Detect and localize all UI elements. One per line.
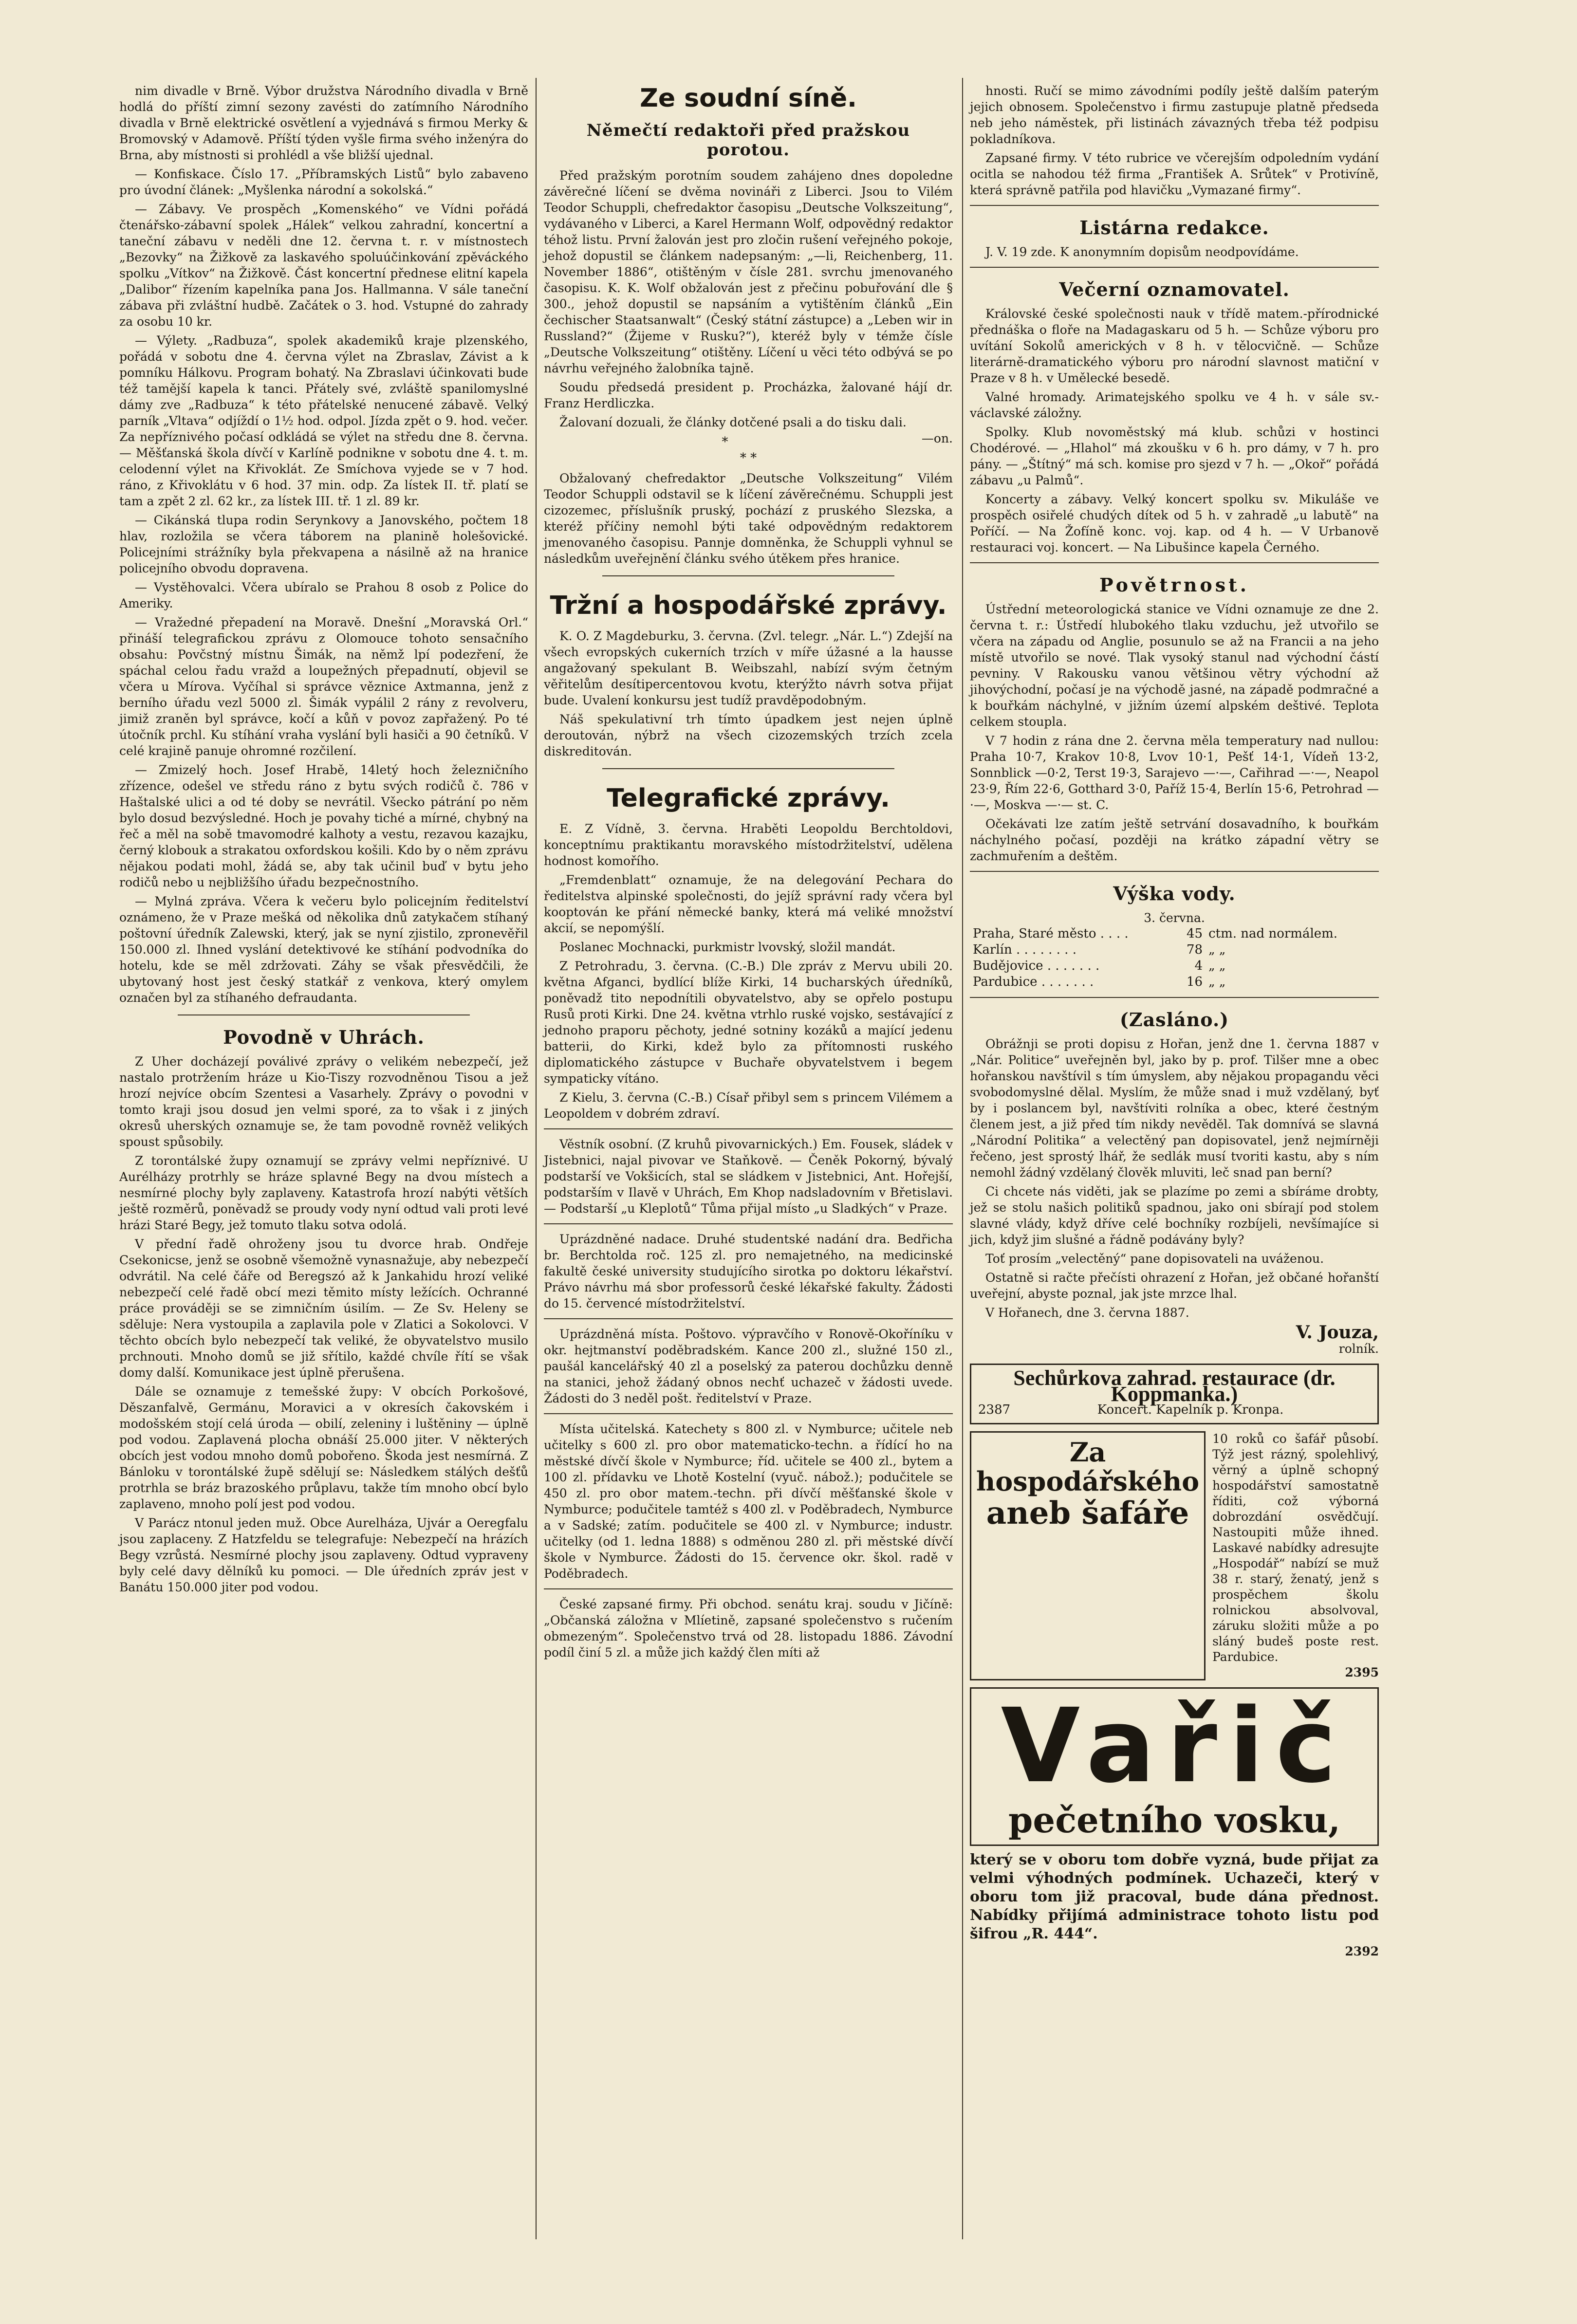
article-paragraph: Ci chcete nás viděti, jak se plazíme po zemi a sbíráme drobty, jež se stolu našich politiků spadnou, jako oni sbírají pod stolem slavné vlády, když dříve celé bochníky rozbíjeli, nevšímajíce si jich, když jim slušné a řádně podávány byly? [970, 1184, 1379, 1247]
article-paragraph: Uprázdněná místa. Poštovo. výpravčího v Ronově-Okoříníku v okr. hejtmanství poděbradském. Kance 200 zl., služné 150 zl., paušál kancelářský 40 zl a poselský za paterou dochůzku denně na stanici, jehož žádaný obnos nechť uchazeč v žádosti uvede. Žádosti do 3 neděl pošt. ředitelství v Praze. [544, 1327, 953, 1405]
article-paragraph: — Zábavy. Ve prospěch „Komenského“ ve Vídni pořádá čtenářsko-zábavní spolek „Hálek“ velkou zahradní, koncertní a taneční zábavu v neděli dne 12. června t. r. v místnostech „Bezovky“ na Žižkově za laskavého spoluúčinkování zpěváckého spolku „Vítkov“ na Žižkově. Část koncertní přednese elitní kapela „Dalibor“ řízením kapelníka pana Jos. Hallmanna. V sále taneční zábava při zvláštní hudbě. Začátek o 3. hod. Vstupné do zahrady za osobu 10 kr. [119, 202, 528, 329]
article-paragraph: Poslanec Mochnacki, purkmistr lvovský, složil mandát. [559, 940, 896, 954]
section-heading-soudni-sin: Ze soudní síně. [640, 84, 857, 113]
water-level-value: 4 [1194, 959, 1203, 973]
water-level-unit: ctm. nad normálem. [1208, 926, 1338, 941]
article-paragraph: K. O. Z Magdeburku, 3. června. (Zvl. telegr. „Nár. L.“) Zdejší na všech evropských cukerních trzích v míře úžasné a la hausse angažovaný spekulant B. Weibszahl, nabízí svým četným věřitelům desítipercentovou kvotu, kterýžto návrh sotva přijat bude. Uvalení konkursu jest tudíž pravděpodobným. [544, 629, 953, 707]
ad-number: 2387 [978, 1402, 1011, 1417]
article-paragraph: J. V. 19 zde. K anonymním dopisům neodpovídáme. [985, 245, 1299, 259]
section-heading-povodne: Povodně v Uhrách. [223, 1026, 425, 1048]
section-heading-listarna: Listárna redakce. [1079, 217, 1269, 239]
article-paragraph: nim divadle v Brně. Výbor družstva Národního divadla v Brně hodlá do příští zimní sezony zavésti do zatímního Národního divadla v Brně elektrické osvětlení a vyjednává s firmou Merky & Bromovský v Adamově. Příští týden vyšle firma svého inženýra do Brna, aby místnosti si prohlédl a vše bližší ujednal. [119, 84, 528, 162]
article-paragraph: — Výlety. „Radbuza“, spolek akademiků kraje plzenského, pořádá v sobotu dne 4. června výlet na Zbraslav, Závist a k pomníku Hálkovu. Program bohatý. Na Zbraslavi účinkovati bude též tamější kapela k tanci. Přátely své, zvláště spanilomyslné dámy zve „Radbuza“ k této přátelské nenucené zábavě. Velký parník „Vltava“ odjíždí o 1½ hod. odpol. Jízda zpět o 9. hod. večer. Za nepříznivého počasí odkládá se výlet na středu dne 8. června. — Měšťanská škola dívčí v Karlíně podnikne v sobotu dne 4. t. m. celodenní výlet na Křivoklát. Ze Smíchova vyjede se v 7 hod. ráno, z Křivoklátu v 6 hod. 37 min. odp. Za lístek II. tř. platí se tam a zpět 2 zl. 62 kr., za lístek III. tř. 1 zl. 89 kr. [119, 333, 528, 508]
section-heading-vecerni-oznamovatel: Večerní oznamovatel. [1059, 278, 1290, 300]
article-paragraph: Místa učitelská. Katechety s 800 zl. v Nymburce; učitele neb učitelky s 600 zl. pro obor matematicko-techn. a řídící ho na městské dívčí škole v Nymburce; říd. učitele se 400 zl., bytem a 100 zl. přídavku ve Lhotě Kostelní (vyuč. nábož.); podučitele se 450 zl. pro obor matem.-techn. při dívčí měšťanské škole v Nymburce; podučitele tamtéž s 400 zl. v Poděbradech, Nymburce a v Sadské; zatím. podučitele se 400 zl. v Nymburce; industr. učitelky (od 1. ledna 1888) s odměnou 280 zl. při městské dívčí škole v Nymburce. Žádosti do 15. července okr. škol. radě v Poděbradech. [544, 1422, 953, 1581]
column-rule [962, 78, 963, 2239]
article-paragraph: Královské české společnosti nauk v třídě matem.-přírodnické přednáška o floře na Madagaskaru od 5 h. — Schůze výboru pro uvítání Sokolů amerických v 8 h. v tělocvičně. — Schůze literárně-dramatického výboru pro národní slavnost matiční v Praze v 8 h. v Umělecké besedě. [970, 307, 1379, 385]
article-paragraph: Obžalovaný chefredaktor „Deutsche Volkszeitung“ Vilém Teodor Schuppli odstavil se k líčení závěrečnému. Schuppli jest cizozemec, příslušník pruský, pochází z pruského Slezska, a kteréž příčiny nemohl býti také odpovědným redaktorem jmenovaného časopisu. Pannje domněnka, že Schuppli vyhnul se následkům uveřejnění článku svého útěkem přes hranice. [544, 471, 953, 566]
advertisement-hospodar [970, 1431, 1379, 1680]
article-paragraph: Ústřední meteorologická stanice ve Vídni oznamuje ze dne 2. června t. r.: Ústředí hlubokého tlaku vzduchu, jež utvořilo se včera na západu od Anglie, posunulo se až na Francii a na jeho místě utvořilo se nové. Tlak vysoký stanul nad východní částí pevniny. V Rakousku vanou většinou větry východní až jihovýchodní, počasí je na východě jasné, na západě podmračné a k bouřkám náchylné, v jižním území alpském deštivé. Teplota celkem stoupla. [970, 602, 1379, 729]
ad-body [1212, 1431, 1379, 1680]
section-divider [970, 997, 1379, 998]
article-paragraph: Toť prosím „velectěný“ pane dopisovateli na uváženou. [985, 1252, 1324, 1266]
article-paragraph: — Mylná zpráva. Včera k večeru bylo policejním ředitelství oznámeno, že v Praze mešká od několika dnů zatykačem stíhaný poštovní úředník Zalewski, který, jak se nyní zjistilo, zpronevěřil 150.000 zl. Ihned vyslání detektivové ke stíhání podvodníka do hotelu, kde se měl zdržovati. Záhy se však přesvědčili, že ubytovaný host jest český statkář z venkova, který omylem označen byl za stíhaného defraudanta. [119, 894, 528, 1005]
article-paragraph: Valné hromady. Arimatejského spolku ve 4 h. v sále sv.-václavské záložny. [970, 390, 1379, 420]
section-heading-povetrnost: Povětrnost. [1099, 574, 1249, 596]
article-paragraph: Ostatně si račte přečísti ohrazení z Hořan, jež občané hořanští uveřejní, abyste poznal, jak jste mrzce lhal. [970, 1271, 1379, 1301]
water-level-value: 78 [1187, 942, 1203, 957]
article-paragraph: — Zmizelý hoch. Josef Hrabě, 14letý hoch železničního zřízence, odešel ve středu ráno z bytu svých rodičů č. 786 v Haštalské ulici a od té doby se nevrátil. Všecko pátrání po něm bylo dosud bezvýsledné. Hoch je povahy tiché a mírné, chybný na řeč a měl na sobě tmavomodré kalhoty a vestu, rezavou kazajku, černý klobouk a strakatou oxfordskou košili. Kdo by o něm zprávu nějakou podati mohl, žádá se, aby tak učinil buď v bytu jeho rodičů nebo u nejbližšího úřadu bezpečnostního. [119, 763, 528, 889]
letter-signature-role: rolník. [1338, 1342, 1379, 1356]
section-divider [544, 1588, 953, 1589]
section-heading-telegraficke: Telegrafické zprávy. [607, 784, 890, 813]
article-paragraph: V přední řadě ohroženy jsou tu dvorce hrab. Ondřeje Csekonicse, jenž se osobně všemožně vynasnažuje, aby nebezpečí odvrátil. Na celé čáře od Beregszó až k Jankahidu hrozí veliké nebezpečí celé řadě obcí mezi těmito místy ležících. Ochranné práce prováději se se zimničním úsilím. — Ze Sv. Heleny se sděluje: Nera vystoupila a zaplavila pole v Zlatici a Sokolovci. V těchto obcích bylo nebezpečí tak veliké, že obyvatelstvo musilo prchnouti. Mnoho domů se již sřítilo, každé chvíle řítí se však domy další. Komunikace jest úplně přerušena. [119, 1237, 528, 1380]
article-paragraph: Z Kielu, 3. června (C.-B.) Císař přibyl sem s princem Vilémem a Leopoldem v dobrém zdraví. [544, 1090, 953, 1121]
ad-text: 10 roků co šafář působí. Týž jest rázný, spolehlivý, věrný a úplně schopný hospodářství samostatně říditi, což výborná dobrozdání osvědčují. Nastoupiti může ihned. Laskavé nabídky adresujte „Hospodář“ nabízí se muž 38 r. starý, ženatý, jenž s prospěchem školu rolnickou absolvoval, záruku složiti může a po sláný budeš poste rest. Pardubice. [1212, 1432, 1379, 1664]
article-paragraph: Dále se oznamuje z temešské župy: V obcích Porkošové, Děszanfalvě, Germánu, Moravici a v okresích čakovském i modošském stojí celá úroda — obilí, zeleniny i luštěniny — úplně pod vodou. Zaplavená plocha obnáší 25.000 jiter. V některých obcích jest vodou mnoho domů pobořeno. Škoda jest nesmírná. Z Bánloku v torontálské župě sdělují se: Následkem stálých dešťů protrhla se bráz brazoského průplavu, takže tím mnoho obcí bylo zaplaveno, mnoho polí jest pod vodou. [119, 1384, 528, 1511]
water-level-date: 3. června. [1144, 911, 1205, 925]
ad-line [978, 1402, 1371, 1418]
letter-signature: V. Jouza, [1296, 1322, 1379, 1343]
water-level-place: Karlín . . . . . . . . [973, 942, 1076, 957]
ad-number: 2392 [1345, 1944, 1379, 1958]
section-divider [970, 205, 1379, 206]
article-paragraph: V 7 hodin z rána dne 2. června měla temperatury nad nullou: Praha 10·7, Krakov 10·8, Lvov 10·1, Pešť 14·1, Vídeň 13·2, Sonnblick —0·2, Terst 19·3, Sarajevo —·—, Cařihrad —·—, Neapol 23·9, Řím 22·6, Gotthard 3·0, Paříž 15·4, Berlín 15·6, Petrohrad —·—, Moskva —·— st. C. [970, 734, 1379, 812]
section-divider [544, 1223, 953, 1224]
section-divider [544, 1318, 953, 1319]
article-paragraph: V Parácz ntonul jeden muž. Obce Aurelháza, Ujvár a Oeregfalu jsou zaplaceny. Z Hatzfeldu se telegrafuje: Nebezpečí na hrázích Begy vzrůstá. Nesmírné plochy jsou zaplaveny. Odtud vypraveny byly celé davy dělníků ku pomoci. — Dle úředních zpráv jest v Banátu 150.000 jiter pod vodou. [119, 1516, 528, 1594]
section-divider [602, 575, 894, 576]
section-asterisks: * * * [722, 435, 757, 465]
water-level-unit: „ „ [1208, 975, 1226, 989]
section-heading-zaslano: (Zasláno.) [1119, 1009, 1229, 1031]
column-left [119, 83, 528, 1598]
water-level-value: 45 [1187, 926, 1203, 941]
article-paragraph: Koncerty a zábavy. Velký koncert spolku sv. Mikuláše ve prospěch osiřelé chudých dítek od 5 h. v zahradě „u labutě“ na Poříčí. — Na Žofíně konc. voj. kap. od 4 h. — V Urbanově restauraci voj. koncert. — Na Libušince kapela Černého. [970, 492, 1379, 554]
paragraph-text: Žalovaní dozuali, že články dotčené psali a do tisku dali. [559, 415, 907, 429]
section-divider [544, 1128, 953, 1129]
water-level-unit: „ „ [1208, 942, 1226, 957]
water-level-value: 16 [1187, 975, 1203, 989]
article-paragraph: — Vystěhovalci. Včera ubíralo se Prahou 8 osob z Police do Ameriky. [119, 580, 528, 610]
ad-title: Vařič [1001, 1686, 1348, 1806]
section-divider [970, 562, 1379, 563]
article-paragraph: V Hořanech, dne 3. června 1887. [985, 1306, 1189, 1320]
article-paragraph: Z Uher docházejí poválivé zprávy o velikém nebezpečí, jež nastalo protržením hráze u Kio-Tiszy rozvodněnou Tisou a jež hrozí nejvíce obcím Szentesi a Vasarhely. Zprávy o povodni v tomto kraji jsou dosud jen velmi sporé, za to však i z jiných okresů uherských oznamuje se, že tam povodně rovněž velikých spoust spůsobily. [119, 1054, 528, 1149]
article-paragraph: Před pražským porotním soudem zahájeno dnes dopoledne závěrečné líčení se dvěma novináři z Liberci. Jsou to Vilém Teodor Schuppli, chefredaktor časopisu „Deutsche Volkszeitung“, vydávaného v Liberci, a Karel Hermann Wolf, odpovědný redaktor téhož listu. První žalován jest pro zločin rušení veřejného pokoje, jehož dopustil se článkem nadepsaným: „—li, Reichenberg, 11. November 1886“, otištěným v čísle 281. svrchu jmenovaného časopisu. K. K. Wolf obžalován jest z přečinu pobuřování dle § 300., jehož dopustil se napsáním a vytištěním článků „Ein čechischer Staatsanwalt“ (Český státní zástupce) a „Leben wir in Russland?“ (Žijeme v Rusku?“), kteréž byly v témže čísle „Deutsche Volkszeitung“ otištěny. Líčení u věci této odbývá se po návrhu veřejného žalobníka tajně. [544, 168, 953, 375]
section-divider [544, 1413, 953, 1414]
article-paragraph: Obrážnji se proti dopisu z Hořan, jenž dne 1. června 1887 v „Nár. Politice“ uveřejněn byl, jako by p. prof. Tilšer mne a obec hořanskou navštívil s tím úmyslem, aby nějakou propagandu věci svobodomyslné dělal. Myslím, že může snad i muž vzdělaný, byť by i poslancem byl, navštíviti rolníka a obec, které čestným členem jest, a již před tím nikdy nevěděl. Tak domnívá se slavná „Národní Politika“ a velectěný pan dopisovatel, jenž nejmírněji řečeno, jest sprostý lhář, že sedlák musí tvoriti kastu, aby s ním nemohl žádný vzdělaný člověk mluviti, leč snad pan berní? [970, 1037, 1379, 1180]
article-paragraph: E. Z Vídně, 3. června. Hraběti Leopoldu Berchtoldovi, konceptnímu praktikantu moravského místodržitelství, udělena hodnost komořího. [544, 822, 953, 868]
ad-banner-line: Za hospodářského [976, 1437, 1200, 1497]
article-paragraph: Soudu předsedá president p. Procházka, žalované hájí dr. Franz Herdliczka. [544, 380, 953, 410]
article-headline: Němečtí redaktoři před pražskou porotou. [586, 121, 910, 160]
article-paragraph: Z torontálské župy oznamují se zprávy velmi nepříznivé. U Aurélházy protrhly se hráze splavné Begy na dvou místech a nesmírné plochy byly zaplaveny. Katastrofa hrozí nabýti větších ještě rozměrů, poněvadž se proudy vody nyní odtud vali proti levé hrázi Staré Begy, jež tomuto tlaku sotva odolá. [119, 1154, 528, 1232]
article-paragraph: Náš spekulativní trh tímto úpadkem jest nejen úplně deroutován, nýbrž na všech cizozemských trzích zcela diskreditován. [544, 712, 953, 758]
section-divider [970, 871, 1379, 872]
water-level-row [970, 942, 1379, 958]
article-paragraph: Očekávati lze zatím ještě setrvání dosavadního, k bouřkám náchylného počasí, později na krátko západní větry se zachmuřením a deštěm. [970, 817, 1379, 863]
article-paragraph: — Konfiskace. Číslo 17. „Příbramských Listů“ bylo zabaveno pro úvodní článek: „Myšlenka národní a sokolská.“ [119, 167, 528, 197]
water-level-unit: „ „ [1208, 959, 1226, 973]
section-heading-vyska-vody: Výška vody. [1113, 883, 1236, 904]
water-level-table [970, 926, 1379, 990]
article-paragraph: Spolky. Klub novoměstský má klub. schůzi v hostinci Chodérové. — „Hlahol“ má zkoušku v 6 h. pro dámy, v 7 h. pro pány. — „Štítný“ má sch. komise pro sjezd v 7 h. — „Okoř“ pořádá zábavu „u Palmů“. [970, 425, 1379, 487]
advertisement-varic [970, 1687, 1379, 1846]
article-paragraph: Uprázdněné nadace. Druhé studentské nadání dra. Bedřicha br. Berchtolda roč. 125 zl. pro nemajetného, na medicinské fakultě české university studujícího sirotka po doktoru lékařství. Právo návrhu má sbor professorů české lékařské fakulty. Žádosti do 15. červencé místodržitelství. [544, 1232, 953, 1310]
article-paragraph: Věstník osobní. (Z kruhů pivovarnických.) Em. Fousek, sládek v Jistebnici, najal pivovar ve Staňkově. — Čeněk Pokorný, bývalý podstarší ve Vokšicích, stal se sládkem v Jistebnici, Ant. Hořejší, podstarším v Ilavě v Uhrách, Em Khop nadsladovním v Břetislavi. — Podstarší „u Kleplotů“ Tůma přijal místo „u Sladkých“ v Praze. [544, 1137, 953, 1216]
column-right [970, 83, 1379, 1959]
ad-title: Sechůrkova zahrad. restaurace (dr. Koppmanka.) [1013, 1366, 1336, 1406]
article-paragraph: hnosti. Ručí se mimo závodními podíly ještě dalším paterým jejich obnosem. Společenstvo i firmu zastupuje platně předseda neb jeho náměstek, při listinách závazných třeba též podpisu pokladníkova. [970, 84, 1379, 146]
article-paragraph: „Fremdenblatt“ oznamuje, že na delegování Pechara do ředitelstva alpinské společnosti, do jejíž správní rady včera byl kooptován ke přání německé banky, která má veliké množství akcií, se nepomýšlí. [544, 873, 953, 935]
column-middle [544, 83, 953, 1663]
article-paragraph: — Cikánská tlupa rodin Serynkovy a Janovského, počtem 18 hlav, rozložila se včera táborem na planině holešovické. Policejními strážníky byla překvapena a násilně až na hranice policejního obvodu dopravena. [119, 513, 528, 575]
article-paragraph: Z Petrohradu, 3. června. (C.-B.) Dle zpráv z Mervu ubili 20. května Afganci, bydlící blíže Kirki, 14 bucharských úředníků, poněvadž tito nepodnítili obyvatelstvo, aby se opřelo postupu Rusů proti Kirki. Dne 24. května vtrhlo ruské vojsko, sestávající z jednoho praporu pěchoty, jedné sotniny kozáků a mající jedenu batterii, do Kirki, kdež bylo za přítomnosti ruského diplomatického zástupce v Buchaře obyvatelstvem i begem sympaticky vítáno. [544, 959, 953, 1086]
article-paragraph: — Vražedné přepadení na Moravě. Dnešní „Moravská Orl.“ přináší telegrafickou zprávu z Olomouce tohoto sensačního obsahu: Povčstný místnu Šimák, na němž lpí podezření, že spáchal celou řadu vražd a loupežných přepadnutí, objevil se včera u Mírova. Vyčíhal si správce věznice Axtmanna, jenž z berního úřadu vezl 5000 zl. Šimák vypálil 2 rány z revolveru, jimiž zraněn byl správce, kočí a kůň v povoz zapřažený. Po té útočník prchl. Ku stíhání vraha vyslání byli hasiči a 90 četníků. V celé krajině panuje ohromné rozčilení. [119, 615, 528, 758]
section-divider [602, 768, 894, 769]
article-paragraph [544, 414, 953, 445]
water-level-row [970, 958, 1379, 974]
advertisement-restaurace [970, 1364, 1379, 1424]
water-level-row [970, 974, 1379, 990]
ad-banner [970, 1431, 1206, 1680]
ad-banner-line: aneb šafáře [986, 1495, 1189, 1531]
water-level-place: Praha, Staré město . . . . [973, 926, 1129, 941]
ad-number: 2395 [1345, 1665, 1379, 1679]
article-paragraph: České zapsané firmy. Při obchod. senátu kraj. soudu v Jičíně: „Občanská záložna v Mlíetině, zapsané společenstvo s ručením obmezeným“. Společenstvo trvá od 28. listopadu 1886. Závodní podíl činí 5 zl. a může jich každý člen míti až [544, 1597, 953, 1660]
ad-subtitle: pečetního vosku, [1008, 1799, 1340, 1841]
ad-text: který se v oboru tom dobře vyzná, bude přijat za velmi výhodných podmínek. Uchazeči, který v oboru tom již pracoval, bude dána přednost. Nabídky přijímá administrace tohoto listu pod šifrou „R. 444“. [970, 1851, 1379, 1942]
section-divider [970, 267, 1379, 268]
water-level-place: Pardubice . . . . . . . [973, 975, 1094, 989]
section-divider [178, 1014, 470, 1015]
article-paragraph: Zapsané firmy. V této rubrice ve včerejším odpoledním vydání ocitla se nahodou též firma „František A. Srůtek“ v Protivíně, která správně patřila pod hlavičku „Vymazané firmy“. [970, 151, 1379, 197]
column-rule [536, 78, 537, 2239]
water-level-row [970, 926, 1379, 942]
water-level-place: Budějovice . . . . . . . [973, 959, 1100, 973]
author-signature: —on. [921, 431, 953, 445]
section-heading-trzni: Tržní a hospodářské zprávy. [550, 591, 947, 620]
ad-text: Koncert. Kapelník p. Kronpa. [1097, 1402, 1284, 1417]
